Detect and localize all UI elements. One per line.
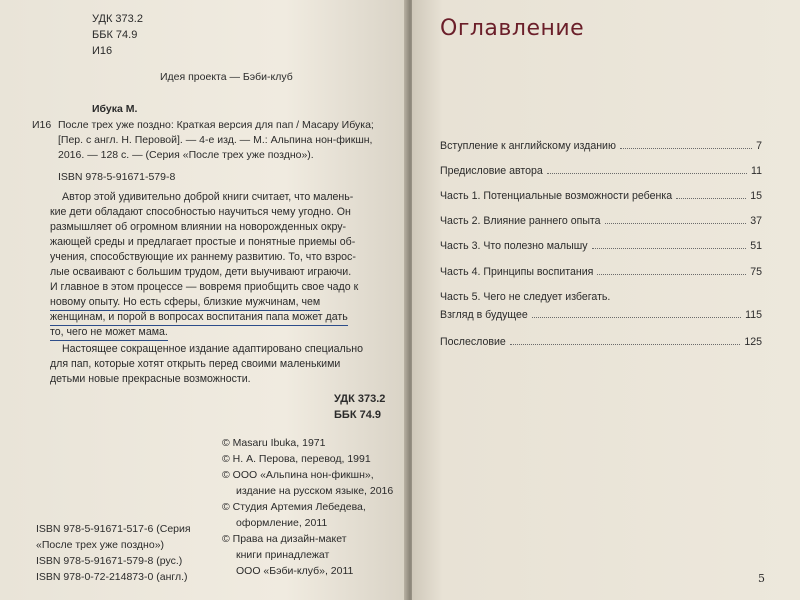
annotation-line-underlined: то, чего не может мама.	[50, 325, 168, 341]
copyright-line: © ООО «Альпина нон-фикшн»,	[222, 469, 374, 481]
isbn-main: ISBN 978-5-91671-579-8	[58, 171, 176, 183]
annotation-line: учения, способствующие их раннему развитию. То, что взрос-	[50, 251, 356, 263]
udc-header: УДК 373.2	[92, 13, 143, 25]
annotation-line: И главное в этом процессе — вовремя приобщить свое чадо к	[50, 281, 359, 293]
page-number: 5	[758, 572, 765, 585]
toc-entry-page: 115	[745, 309, 762, 321]
toc-entry-label: Часть 5. Чего не следует избегать.	[440, 291, 611, 303]
copyright-line: © Студия Артемия Лебедева,	[222, 501, 366, 513]
author-sign-header: И16	[92, 45, 113, 57]
isbn-line: ISBN 978-5-91671-517-6 (Серия	[36, 523, 191, 535]
annotation-line: лые осваивают с большим трудом, дети выучивают играючи.	[50, 266, 352, 278]
toc-entry-page: 51	[750, 240, 762, 252]
copyright-line: © Н. А. Перова, перевод, 1991	[222, 453, 371, 465]
toc-entry-page: 7	[756, 140, 762, 152]
project-idea: Идея проекта — Бэби-клуб	[160, 71, 293, 83]
toc-entry-label: Взгляд в будущее	[440, 309, 528, 321]
toc-entry-page: 11	[751, 165, 762, 177]
bbk-footer: ББК 74.9	[334, 409, 381, 421]
toc-leader	[592, 248, 747, 249]
copyright-line: ООО «Бэби-клуб», 2011	[236, 565, 354, 577]
toc-entry-label: Часть 2. Влияние раннего опыта	[440, 215, 601, 227]
annotation-line: кие дети обладают способностью научиться чему угодно. Он	[50, 206, 351, 218]
toc-entry	[440, 305, 762, 321]
toc-entry	[440, 287, 762, 303]
bbk-header: ББК 74.9	[92, 29, 138, 41]
toc-leader	[620, 148, 752, 149]
annotation-line: Автор этой удивительно доброй книги считает, что малень-	[62, 191, 354, 203]
bib-line: [Пер. с англ. Н. Перовой]. — 4-е изд. — М.: Альпина нон-фикшн,	[58, 134, 373, 146]
udc-footer: УДК 373.2	[334, 393, 386, 405]
toc-entry-label: Часть 4. Принципы воспитания	[440, 266, 594, 278]
toc-entry	[440, 136, 762, 152]
edition-note-line: для пап, которые хотят открыть перед своими маленькими	[50, 358, 341, 370]
toc-entry-label: Предисловие автора	[440, 165, 543, 177]
toc-entry-label: Часть 3. Что полезно малышу	[440, 240, 588, 252]
toc-entry-label: Послесловие	[440, 336, 506, 348]
copyright-line: © Права на дизайн-макет	[222, 533, 347, 545]
toc-leader	[605, 223, 747, 224]
copyright-line: © Masaru Ibuka, 1971	[222, 437, 326, 449]
annotation-line: жающей среды и предлагает простые и понятные приемы об-	[50, 236, 356, 248]
copyright-line: оформление, 2011	[236, 517, 328, 529]
toc-title: Оглавление	[440, 16, 585, 41]
toc-entry-label: Часть 1. Потенциальные возможности ребенка	[440, 190, 673, 202]
toc-leader	[510, 344, 741, 345]
toc-entry-page: 75	[750, 266, 762, 278]
bib-line: После трех уже поздно: Краткая версия для пап / Масару Ибука;	[58, 119, 374, 131]
toc-entry	[440, 262, 762, 278]
edition-note-line: детьми новые прекрасные возможности.	[50, 373, 251, 385]
toc-entry	[440, 236, 762, 252]
isbn-line: ISBN 978-5-91671-579-8 (рус.)	[36, 555, 183, 567]
toc-entry	[440, 186, 762, 202]
author-name: Ибука М.	[92, 103, 138, 115]
toc-entry-page: 125	[744, 336, 762, 348]
author-index: И16	[32, 119, 52, 131]
isbn-line: «После трех уже поздно»)	[36, 539, 165, 551]
toc-entry	[440, 161, 762, 177]
toc-leader	[532, 317, 741, 318]
toc-leader	[676, 198, 746, 199]
toc-leader	[597, 274, 746, 275]
toc-entry	[440, 332, 762, 348]
edition-note-line: Настоящее сокращенное издание адаптировано специально	[62, 343, 363, 355]
annotation-line-underlined: новому опыту. Но есть сферы, близкие мужчинам, чем	[50, 295, 320, 311]
isbn-line: ISBN 978-0-72-214873-0 (англ.)	[36, 571, 188, 583]
toc-entry-page: 15	[750, 190, 762, 202]
bib-line: 2016. — 128 с. — (Серия «После трех уже поздно»).	[58, 149, 314, 161]
annotation-line-underlined: женщинам, и порой в вопросах воспитания папа может дать	[50, 310, 348, 326]
copyright-line: издание на русском языке, 2016	[236, 485, 394, 497]
annotation-line: размышляет об огромном влиянии на новорожденных окру-	[50, 221, 347, 233]
toc-entry	[440, 211, 762, 227]
toc-entry-page: 37	[750, 215, 762, 227]
toc-leader	[547, 173, 747, 174]
copyright-line: книги принадлежат	[236, 549, 330, 561]
toc-entry-label: Вступление к английскому изданию	[440, 140, 616, 152]
